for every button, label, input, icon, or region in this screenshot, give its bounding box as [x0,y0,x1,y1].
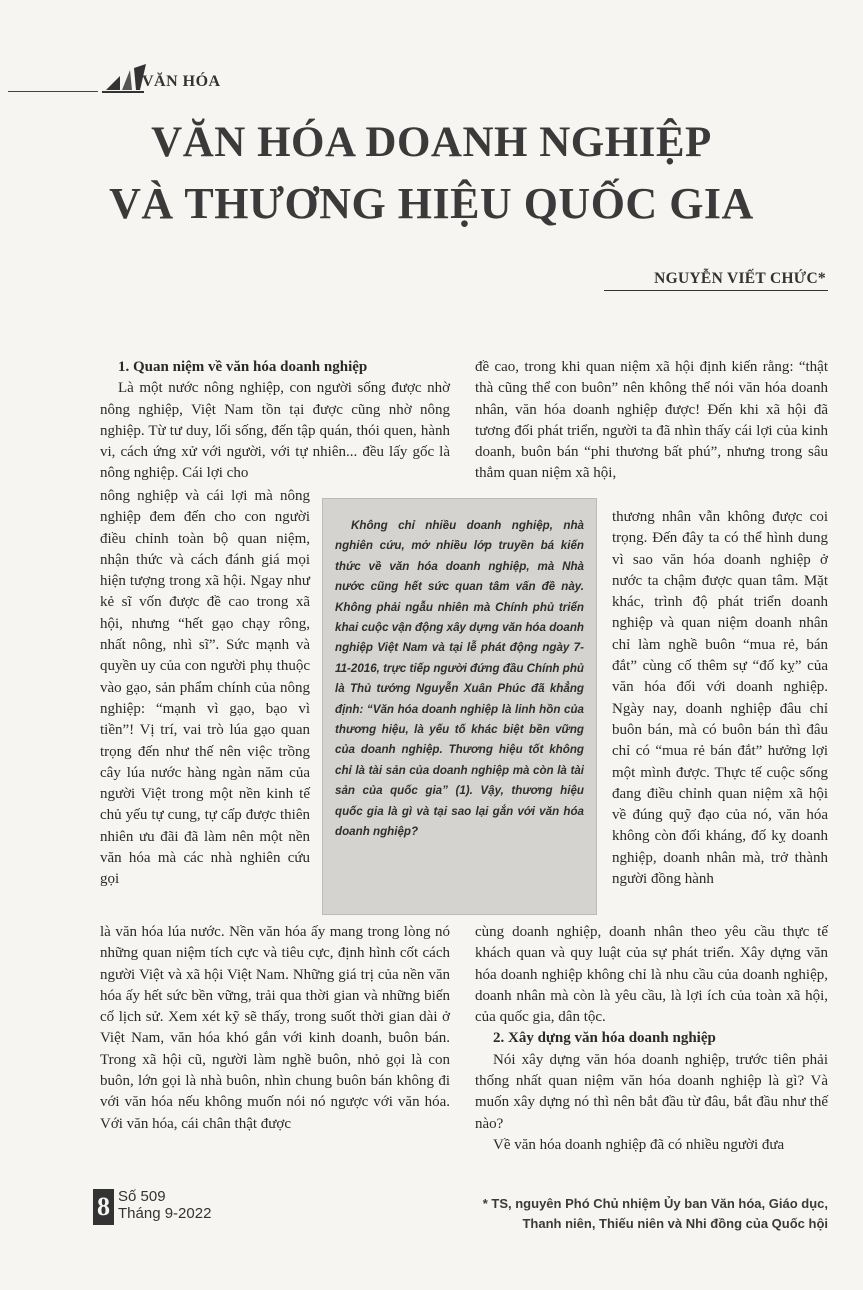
author-footnote [440,1194,828,1234]
section-label: VĂN HÓA [142,73,221,90]
paragraph: Về văn hóa doanh nghiệp đã có nhiều người đưa [493,1136,785,1153]
body-left-top [100,357,450,485]
paragraph: là văn hóa lúa nước. Nền văn hóa ấy mang trong lòng nó những quan niệm tích cực và tiêu cực, định hình cốt cách người Việt và xã hội Việt Nam. Những giá trị của nền văn hóa ấy hết sức bền vững, trải qua thời gian và những biến cố lịch sử. Xem xét kỹ sẽ thấy, trong suốt thời gian dài ở Việt Nam, văn hóa khó gắn với kinh doanh, buôn bán. Trong xã hội cũ, người làm nghề buôn, nhỏ gọi là con buôn, lớn gọi là nhà buôn, nhìn chung buôn bán không đi với văn hóa nếu không muốn nói nó ngược với văn hóa. Với văn hóa, cái chân thật được [100,924,450,1132]
paragraph: thương nhân vẫn không được coi trọng. Đến đây ta có thể hình dung vì sao văn hóa doanh nghiệp ở nước ta chậm được quan tâm. Mặt khác, trình độ phát triển doanh nghiệp và quan niệm doanh nhân chỉ làm nghề buôn “mua rẻ, bán đắt” cùng cố thêm sự “đố kỵ” của văn hóa đối với doanh nghiệp. Ngày nay, doanh nghiệp đâu chỉ buôn bán, mà có buôn bán thì đâu chỉ có “mua rẻ bán đắt” hưởng lợi một mình được. Thực tế cuộc sống đang điều chỉnh quan niệm xã hội về đúng quỹ đạo của nó, văn hóa không còn đối kháng, đố kỵ doanh nghiệp, doanh nhân mà, trở thành người đồng hành [612,509,828,888]
body-left-wrap [100,486,310,891]
author-name: NGUYỄN VIẾT CHỨC* [654,270,826,287]
issue-date: Tháng 9-2022 [118,1205,212,1222]
section-heading-2: 2. Xây dựng văn hóa doanh nghiệp [493,1030,716,1047]
header-rule [8,91,98,92]
pull-quote-box [322,498,597,915]
paragraph: cùng doanh nghiệp, doanh nhân theo yêu cầu thực tế khách quan và quy luật của sự phát triển. Xây dựng văn hóa doanh nghiệp không chỉ là nhu cầu của doanh nghiệp, doanh nhân mà còn là yêu cầu, là lợi ích của toàn xã hội, của quốc gia, dân tộc. [475,924,828,1026]
page-number: 8 [93,1189,114,1225]
body-right-top [475,357,828,485]
issue-number: Số 509 [118,1188,166,1205]
paragraph: Nói xây dựng văn hóa doanh nghiệp, trước tiên phải thống nhất quan niệm văn hóa doanh nghiệp là gì? Và muốn xây dựng nó thì nên bắt đầu từ đâu, bắt đầu như thế nào? [475,1051,828,1132]
section-heading-1: 1. Quan niệm về văn hóa doanh nghiệp [118,359,368,375]
body-left-bottom [100,922,450,1135]
author-rule [604,290,828,291]
body-right-bottom [475,922,828,1156]
paragraph: đề cao, trong khi quan niệm xã hội định kiến rằng: “thật thà cũng thể con buôn” nên không thể nói văn hóa doanh nhân, văn hóa doanh nghiệp được! Đến khi xã hội đã tương đối phát triển, người ta đã nhìn thấy cái lợi của kinh doanh, buôn bán “phi thương bất phú”, nhưng trong sâu thẳm quan niệm xã hội, [475,359,828,482]
paragraph: Là một nước nông nghiệp, con người sống được nhờ nông nghiệp, Việt Nam tồn tại được cũng nhờ nông nghiệp. Từ tư duy, lối sống, đến tập quán, thói quen, hành vi, cách ứng xử với người, với tự nhiên... đều lấy gốc là nông nghiệp. Cái lợi cho [100,380,450,482]
body-right-wrap [612,507,828,890]
paragraph: nông nghiệp và cái lợi mà nông nghiệp đem đến cho con người điều chỉnh toàn bộ quan niệm, nhận thức và cách đánh giá mọi hiện tượng trong xã hội. Ngay như kẻ sĩ vốn được đề cao trong xã hội, nhưng “hết gạo chạy rông, nhất nông, nhì sĩ”. Sức mạnh và quyền uy của con người phụ thuộc vào gạo, sản phẩm chính của nông nghiệp: “mạnh vì gạo, bạo vì tiền”! Vị trí, vai trò lúa gạo quan trọng đến như thế nên việc trồng cây lúa nước hàng ngàn năm của người Việt trong một nền kinh tế chủ yếu tự cung, tự cấp được thiên nhiên ưu đãi đã làm nên một nền văn hóa mà các nhà nghiên cứu gọi [100,488,310,888]
article-title-line2: VÀ THƯƠNG HIỆU QUỐC GIA [109,179,754,228]
article-title-line1: VĂN HÓA DOANH NGHIỆP [151,119,712,166]
pull-quote-text: Không chỉ nhiều doanh nghiệp, nhà nghiên cứu, mở nhiều lớp truyền bá kiến thức về văn hóa doanh nghiệp, mà Nhà nước cũng hết sức quan tâm vấn đề này. Không phải ngẫu nhiên mà Chính phủ triển khai cuộc vận động xây dựng văn hóa doanh nghiệp Việt Nam và tại lễ phát động ngày 7-11-2016, trực tiếp người đứng đầu Chính phủ là Thủ tướng Nguyễn Xuân Phúc đã khẳng định: “Văn hóa doanh nghiệp là linh hồn của thương hiệu, là yếu tố khác biệt bền vững của doanh nghiệp. Thương hiệu tốt không chỉ là tài sản của doanh nghiệp mà còn là tài sản của quốc gia” (1). Vậy, thương hiệu quốc gia là gì và tại sao lại gắn với văn hóa doanh nghiệp? [335,519,584,839]
footnote-line: * TS, nguyên Phó Chủ nhiệm Ủy ban Văn hóa, Giáo dục, [482,1196,828,1211]
footnote-line: Thanh niên, Thiếu niên và Nhi đồng của Quốc hội [522,1216,828,1231]
issue-info [118,1188,211,1222]
